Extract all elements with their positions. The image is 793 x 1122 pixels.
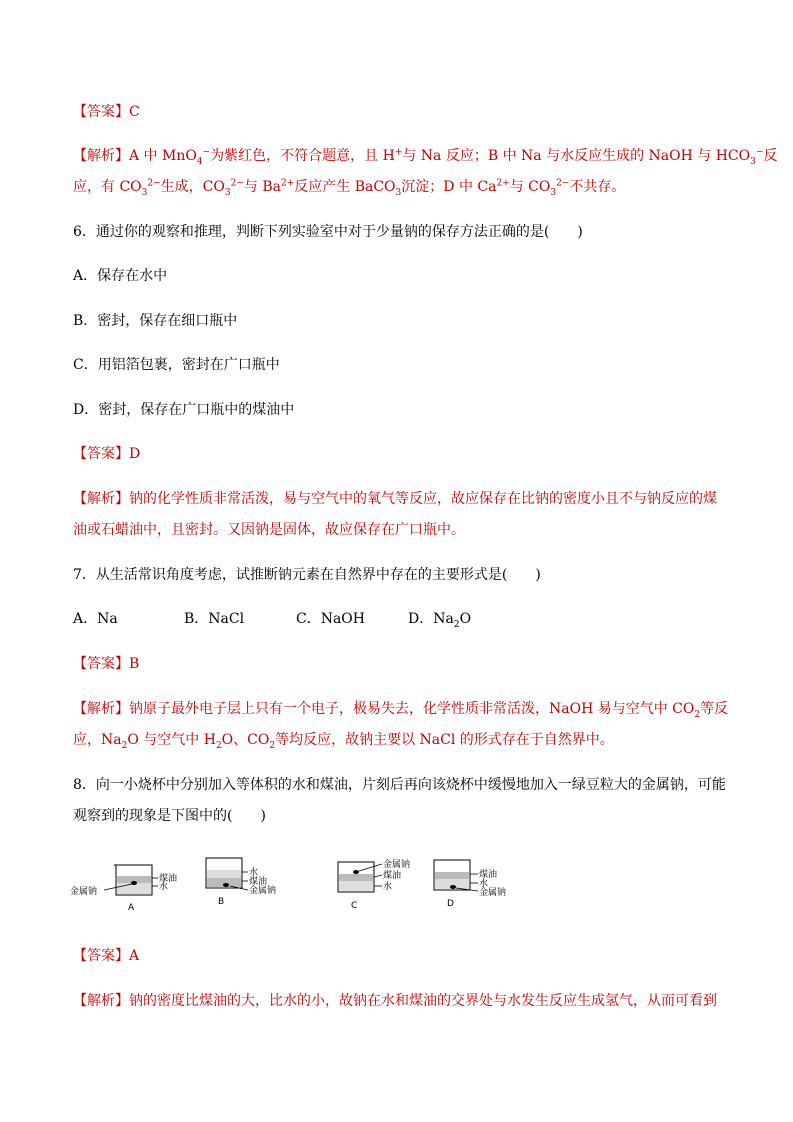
label-kerosene: 煤油 bbox=[249, 877, 268, 887]
q7-analysis-line1 bbox=[73, 699, 728, 719]
analysis-tag: 【解析】 bbox=[73, 148, 129, 164]
superscript: 2− bbox=[556, 178, 570, 189]
label-water: 水 bbox=[479, 879, 489, 889]
q7-option-d bbox=[408, 609, 471, 629]
superscript: 2+ bbox=[496, 178, 510, 189]
subscript: 3 bbox=[141, 187, 148, 198]
analysis-text: 等均反应，故钠主要以 NaCl 的形式存在于自然界中。 bbox=[275, 732, 614, 748]
subscript: 2 bbox=[269, 740, 276, 751]
superscript: − bbox=[202, 147, 211, 158]
beaker-b bbox=[206, 858, 276, 907]
analysis-text: 为紫红色，不符合题意，且 H bbox=[210, 148, 395, 164]
analysis-text: 应， bbox=[73, 732, 101, 748]
q6-analysis-line2: 油或石蜡油中，且密封。又因钠是固体，故应保存在广口瓶中。 bbox=[73, 522, 465, 538]
q7-option-a: A．Na bbox=[73, 611, 118, 627]
label-sodium: 金属钠 bbox=[70, 887, 98, 897]
subscript: 3 bbox=[750, 156, 756, 167]
beaker-letter-d: D bbox=[447, 899, 454, 909]
analysis-text: 反 bbox=[763, 148, 778, 164]
superscript: 2− bbox=[147, 178, 161, 189]
label-sodium: 金属钠 bbox=[383, 860, 411, 870]
analysis-text: 钠的化学性质非常活泼，易与空气中的氧气等反应，故应保存在比钠的密度小且不与钠反应的煤 bbox=[129, 491, 717, 507]
label-kerosene: 煤油 bbox=[159, 874, 178, 884]
q6-stem: 6．通过你的观察和推理，判断下列实验室中对于少量钠的保存方法正确的是( ) bbox=[73, 224, 583, 240]
label-water: 水 bbox=[383, 882, 393, 892]
q6-answer bbox=[73, 444, 140, 464]
water-layer bbox=[207, 870, 241, 878]
label-water: 水 bbox=[249, 868, 259, 878]
sodium-piece bbox=[450, 885, 456, 889]
answer-value: B bbox=[129, 656, 140, 672]
subscript: 4 bbox=[196, 156, 203, 167]
analysis-text: O、CO bbox=[221, 732, 270, 748]
analysis-text: 生成，CO bbox=[160, 179, 225, 195]
label-kerosene: 煤油 bbox=[383, 871, 402, 881]
superscript: 2− bbox=[230, 178, 244, 189]
label-sodium: 金属钠 bbox=[249, 886, 277, 896]
analysis-text: 与 Ba bbox=[243, 179, 281, 195]
q7-analysis-line2 bbox=[73, 730, 614, 750]
label-sodium: 金属钠 bbox=[479, 888, 507, 898]
superscript: + bbox=[394, 147, 403, 158]
q5-answer bbox=[73, 102, 140, 122]
subscript: 2 bbox=[694, 709, 701, 720]
analysis-text: O 与空气中 H bbox=[127, 732, 216, 748]
beakers-diagram bbox=[70, 850, 520, 925]
option-text: O bbox=[459, 611, 472, 627]
analysis-tag: 【解析】 bbox=[73, 993, 129, 1009]
q6-option-a: A．保存在水中 bbox=[73, 268, 168, 284]
answer-value: D bbox=[129, 446, 141, 462]
superscript: 2+ bbox=[280, 178, 295, 189]
kerosene-layer bbox=[435, 872, 469, 879]
beaker-letter-a: A bbox=[128, 903, 135, 913]
answer-tag: 【答案】 bbox=[73, 948, 129, 964]
analysis-tag: 【解析】 bbox=[73, 701, 129, 717]
q6-option-b: B．密封，保存在细口瓶中 bbox=[73, 313, 238, 329]
subscript: 3 bbox=[395, 187, 402, 198]
answer-tag: 【答案】 bbox=[73, 446, 129, 462]
answer-tag: 【答案】 bbox=[73, 104, 129, 120]
analysis-text: 应，有 CO bbox=[73, 179, 142, 195]
beaker-d bbox=[434, 860, 506, 909]
beaker-letter-c: C bbox=[351, 901, 358, 911]
subscript: 3 bbox=[224, 187, 231, 198]
q7-option-c: C．NaOH bbox=[296, 611, 365, 627]
answer-value: A bbox=[129, 948, 140, 964]
q7-answer bbox=[73, 654, 139, 674]
subscript: 2 bbox=[215, 740, 222, 751]
beaker-c bbox=[338, 858, 410, 911]
label-kerosene: 煤油 bbox=[479, 870, 498, 880]
beaker-a bbox=[70, 865, 177, 913]
analysis-text: 与 Na 反应；B 中 Na 与水反应生成的 NaOH 与 HCO bbox=[402, 148, 751, 164]
analysis-text: Na bbox=[101, 732, 122, 748]
q8-stem-line1: 8．向一小烧杯中分别加入等体积的水和煤油，片刻后再向该烧杯中缓慢地加入一绿豆粒大的金属钠，可能 bbox=[73, 777, 726, 793]
analysis-tag: 【解析】 bbox=[73, 491, 129, 507]
subscript: 3 bbox=[550, 187, 557, 198]
q5-analysis-line2 bbox=[73, 177, 625, 197]
q7-option-b: B．NaCl bbox=[184, 611, 245, 627]
q6-analysis-line1 bbox=[73, 489, 717, 509]
q8-analysis-line1 bbox=[73, 991, 717, 1011]
q6-option-c: C．用铝箔包裹，密封在广口瓶中 bbox=[73, 357, 280, 373]
analysis-text: A 中 MnO bbox=[129, 148, 197, 164]
superscript: − bbox=[755, 147, 764, 158]
analysis-text: 沉淀；D 中 Ca bbox=[401, 179, 497, 195]
beakers-figure bbox=[70, 850, 520, 925]
analysis-text: NaOH 易与空气中 CO bbox=[549, 701, 695, 717]
analysis-text: 钠原子最外电子层上只有一个电子，极易失去，化学性质非常活泼， bbox=[129, 701, 549, 717]
q8-stem-line2: 观察到的现象是下图中的( ) bbox=[73, 808, 266, 824]
sodium-piece bbox=[353, 870, 359, 874]
kerosene-layer bbox=[339, 874, 373, 881]
answer-tag: 【答案】 bbox=[73, 656, 129, 672]
q8-answer bbox=[73, 946, 139, 966]
analysis-text: 不共存。 bbox=[569, 179, 626, 195]
q5-analysis-line1 bbox=[73, 146, 777, 166]
q7-stem: 7．从生活常识角度考虑，试推断钠元素在自然界中存在的主要形式是( ) bbox=[73, 567, 541, 583]
analysis-text: 反应产生 BaCO bbox=[294, 179, 396, 195]
analysis-text: 等反 bbox=[700, 701, 729, 717]
analysis-text: 与 CO bbox=[509, 179, 551, 195]
answer-value: C bbox=[129, 104, 140, 120]
beaker-letter-b: B bbox=[218, 897, 225, 907]
subscript: 2 bbox=[453, 619, 460, 630]
analysis-text: 钠的密度比煤油的大，比水的小，故钠在水和煤油的交界处与水发生反应生成氢气，从而可看到 bbox=[129, 993, 717, 1009]
water-layer bbox=[339, 881, 373, 891]
q6-option-d: D．密封，保存在广口瓶中的煤油中 bbox=[73, 402, 295, 418]
subscript: 2 bbox=[121, 740, 128, 751]
option-text: D．Na bbox=[408, 611, 454, 627]
label-water: 水 bbox=[159, 882, 169, 892]
sodium-piece bbox=[223, 883, 229, 887]
